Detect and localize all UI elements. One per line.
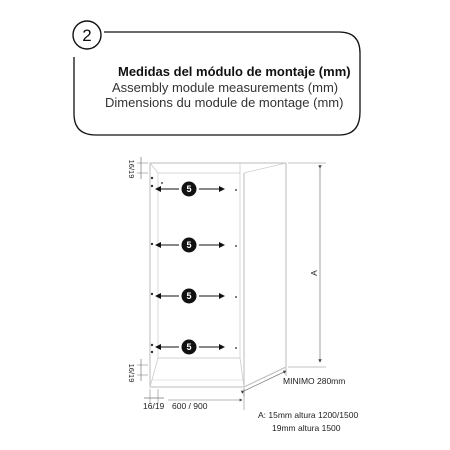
top-offset-label: 16/19 [127, 159, 136, 179]
marker-label: 5 [186, 240, 192, 251]
width-label: 600 / 900 [172, 401, 208, 411]
height-dimension [288, 163, 326, 367]
title-english: Assembly module measurements (mm) [112, 80, 339, 95]
marker-label: 5 [186, 291, 192, 302]
step-badge [73, 21, 101, 49]
side-thickness-label: 16/19 [143, 401, 165, 411]
height-label: A [309, 270, 319, 276]
note-line-1: A: 15mm altura 1200/1500 [258, 410, 359, 420]
note-line-2: 19mm altura 1500 [272, 423, 341, 433]
width-dimension [168, 389, 244, 411]
bottom-offset-dimension [127, 359, 148, 382]
top-offset-dimension [127, 157, 148, 179]
title-french: Dimensions du module de montage (mm) [105, 95, 344, 110]
step-number: 2 [82, 26, 92, 45]
title-spanish: Medidas del módulo de montaje (mm) [118, 64, 351, 79]
bottom-offset-label: 16/19 [127, 363, 136, 383]
marker-label: 5 [186, 184, 192, 195]
marker-label: 5 [186, 342, 192, 353]
cabinet-module [150, 163, 286, 387]
side-thickness-dimension [143, 389, 165, 411]
min-depth-label: MINIMO 280mm [283, 376, 346, 386]
